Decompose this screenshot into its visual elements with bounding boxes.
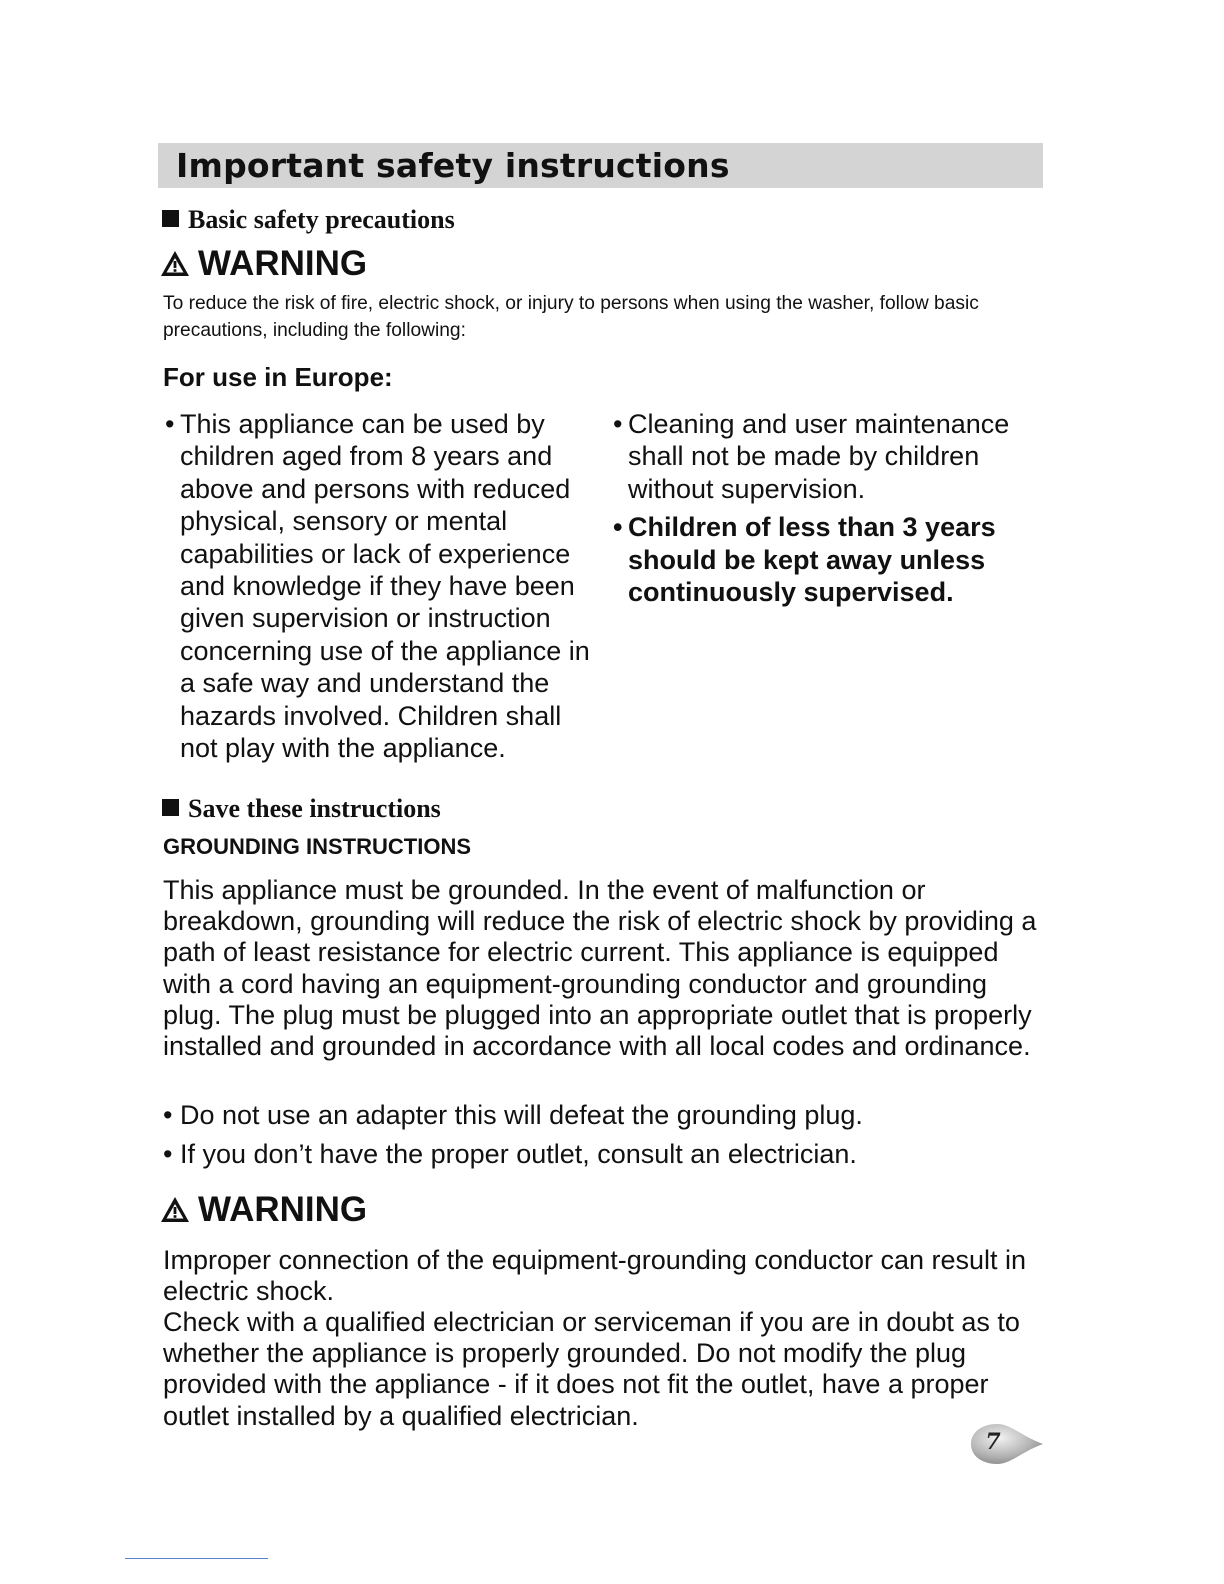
list-item [163, 408, 603, 764]
list-item-emphasis [611, 511, 1041, 608]
grounding-heading: GROUNDING INSTRUCTIONS [163, 834, 471, 859]
warning-heading-2 [160, 1190, 367, 1230]
section-heading-save-text: Save these instructions [188, 794, 441, 823]
warning-label-1: WARNING [198, 244, 368, 283]
warning-heading-1 [160, 244, 367, 284]
page-number: 7 [985, 1429, 1001, 1455]
europe-right-column [611, 408, 1041, 614]
bullet-glyph: • [613, 409, 623, 439]
europe-left-column [163, 408, 603, 770]
list-item-text: If you don’t have the proper outlet, consult an electrician. [179, 1139, 857, 1169]
list-item [163, 1100, 1063, 1131]
warning-triangle-icon [160, 250, 190, 277]
list-item-text: Do not use an adapter this will defeat the grounding plug. [179, 1100, 863, 1130]
footer-rule [125, 1558, 268, 1559]
section-heading-basic [162, 205, 455, 235]
warning-label-2: WARNING [198, 1190, 368, 1229]
warning-triangle-icon [160, 1196, 190, 1223]
list-item-text: This appliance can be used by children aged from 8 years and above and persons with reduced physical, sensory or mental capabilities or lack of experience and knowledge if they have been given supervision or instruction concerning use of the appliance in a safe way and understand the hazards involved. Children shall not play with the appliance. [180, 409, 590, 764]
section-heading-basic-text: Basic safety precautions [188, 205, 455, 234]
bullet-glyph: • [613, 512, 623, 543]
list-item-text: Children of less than 3 years should be kept away unless continuously supervised. [628, 512, 996, 608]
list-item [611, 408, 1041, 505]
europe-heading: For use in Europe: [163, 362, 393, 392]
page-number-badge [965, 1422, 1045, 1466]
list-item-text: Cleaning and user maintenance shall not be made by children without supervision. [628, 409, 1010, 504]
bullet-glyph: • [163, 1100, 173, 1130]
warning-text-2: Check with a qualified electrician or serviceman if you are in doubt as to whether the appliance is properly grounded. Do not modify the plug provided with the appliance - if it does not fit the outlet, have a proper outlet installed by a qualified electrician. [163, 1307, 1020, 1431]
grounding-paragraph: This appliance must be grounded. In the event of malfunction or breakdown, grounding will reduce the risk of electric shock by providing a path of least resistance for electric current. This appliance is equipped with a cord having an equipment-grounding conductor and grounding plug. The plug must be plugged into an appropriate outlet that is properly installed and grounded in accordance with all local codes and ordinance. [163, 875, 1037, 1062]
bullet-glyph: • [165, 409, 175, 439]
warning-text-1: Improper connection of the equipment-grounding conductor can result in electric shock. [163, 1245, 1027, 1307]
black-square-icon [162, 210, 179, 227]
list-item [163, 1139, 1063, 1170]
page-title: Important safety instructions [176, 146, 730, 185]
black-square-icon [162, 799, 179, 816]
title-bar [158, 143, 1043, 188]
intro-text: To reduce the risk of fire, electric shock, or injury to persons when using the washer, follow basic precautions, including the following: [163, 293, 979, 341]
bullet-glyph: • [163, 1139, 173, 1169]
section-heading-save [162, 794, 441, 824]
